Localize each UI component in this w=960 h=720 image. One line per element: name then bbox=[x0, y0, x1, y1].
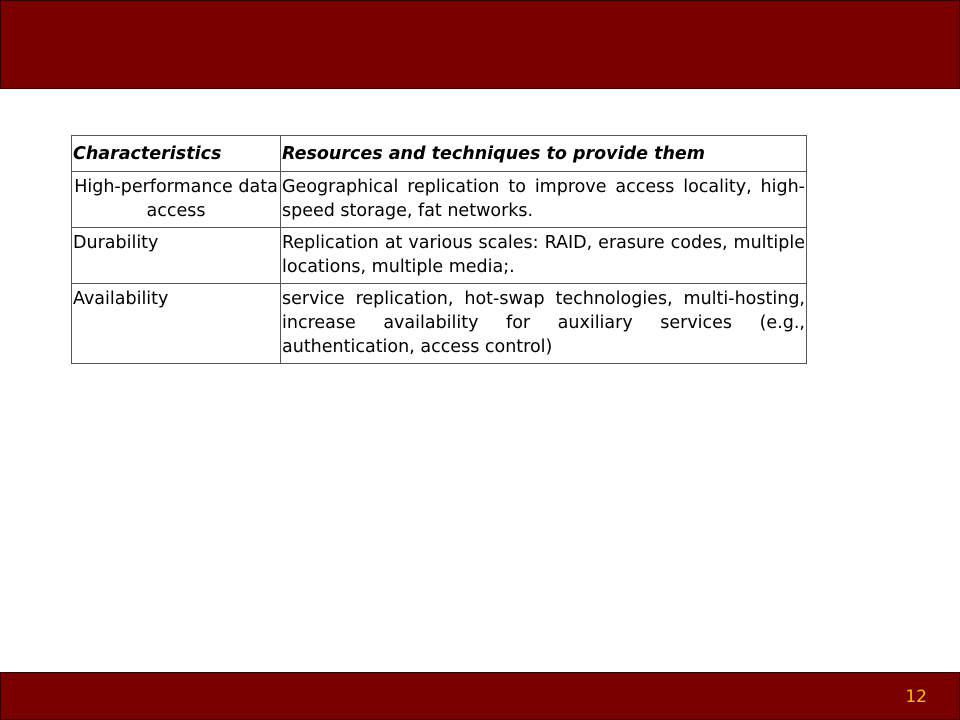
top-banner bbox=[0, 0, 960, 89]
table-header-row bbox=[72, 136, 807, 172]
resources-cell: Replication at various scales: RAID, erasure codes, multiple locations, multiple media;. bbox=[281, 228, 807, 284]
characteristic-cell: High-performance data access bbox=[72, 172, 281, 228]
table-row bbox=[72, 172, 807, 228]
resources-cell: Geographical replication to improve access locality, high-speed storage, fat networks. bbox=[281, 172, 807, 228]
resources-cell: service replication, hot-swap technologies, multi-hosting, increase availability for auxiliary services (e.g., authentication, access control) bbox=[281, 284, 807, 364]
characteristic-cell: Availability bbox=[72, 284, 281, 364]
page-number: 12 bbox=[905, 687, 927, 707]
characteristics-table bbox=[71, 135, 807, 364]
characteristic-cell: Durability bbox=[72, 228, 281, 284]
table-row bbox=[72, 228, 807, 284]
table-row bbox=[72, 284, 807, 364]
bottom-banner bbox=[0, 672, 960, 720]
header-characteristics: Characteristics bbox=[72, 136, 281, 172]
header-resources: Resources and techniques to provide them bbox=[281, 136, 807, 172]
